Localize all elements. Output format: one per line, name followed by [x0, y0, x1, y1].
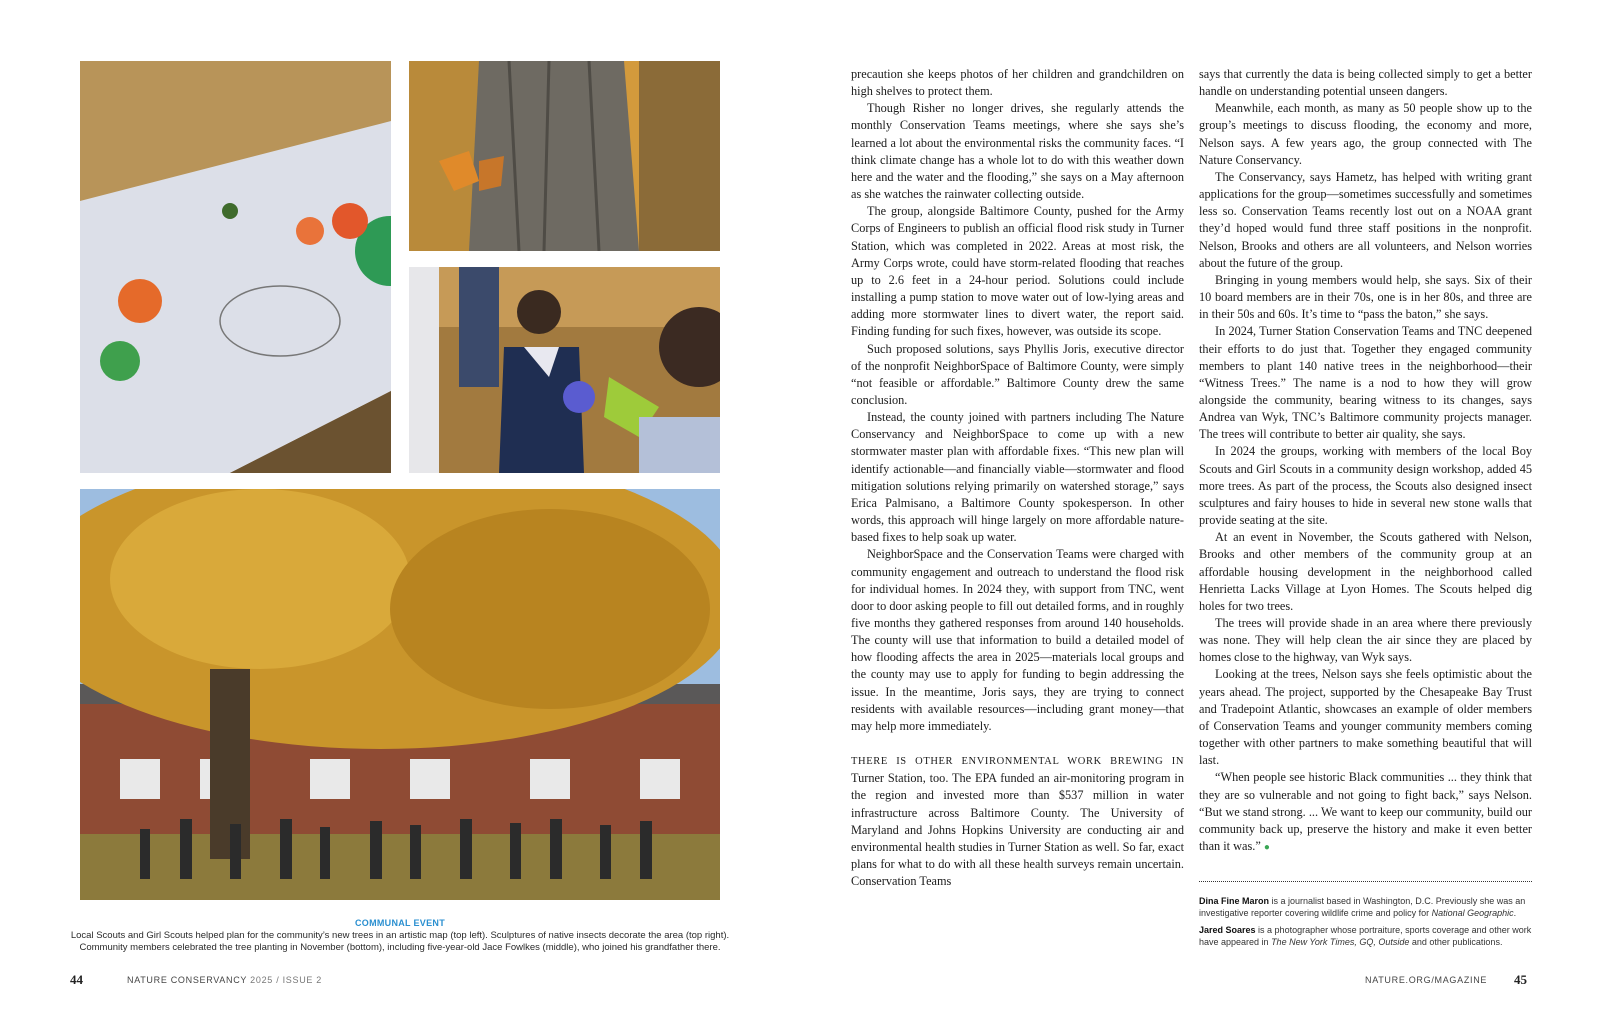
- photo-caption: [70, 917, 730, 954]
- paragraph: Instead, the county joined with partners including The Nature Conservancy and NeighborSpace to come up with a new stormwater master plan with affordable fixes. “This new plan will identify actionable—and financially viable—stormwater and flood mitigation solutions relying primarily on watershed storage,” says Erica Palmisano, a Baltimore County spokesperson. In other words, this approach will hinge largely on more affordable nature-based fixes to help soak up water.: [851, 410, 1184, 545]
- paragraph: In 2024 the groups, working with members of the local Boy Scouts and Girl Scouts in a community design workshop, added 45 more trees. As part of the process, the Scouts also designed insect sculptures and fairy houses to hide in several new stone walls that provide seating at the site.: [1199, 444, 1532, 528]
- paragraph: The trees will provide shade in an area where there previously was none. They will help clean the air since they are placed by homes close to the highway, van Wyk says.: [1199, 616, 1532, 665]
- paragraph: NeighborSpace and the Conservation Teams were charged with community engagement and outreach to understand the flood risk for individual homes. In 2024 they, with support from TNC, went door to door asking people to fill out detailed forms, and in roughly five months they gathered responses from around 140 households. The county will use that information to build a detailed model of how flooding affects the area in 2025—materials local groups and the county may use to apply for funding to begin addressing the issue. In the meantime, Joris says, they are trying to connect residents with available resources—including grant money—that may help more immediately.: [851, 547, 1184, 733]
- photo-tree-planting-event: [80, 489, 720, 900]
- author-bio: Dina Fine Maron is a journalist based in Washington, D.C. Previously she was an investigative reporter covering wildlife crime and policy for National Geographic.: [1199, 896, 1526, 918]
- section-paragraph: [851, 752, 1184, 890]
- paragraph: precaution she keeps photos of her children and grandchildren on high shelves to protect them.: [851, 67, 1184, 99]
- photo-butterfly-tree: [409, 61, 720, 251]
- magazine-name: NATURE CONSERVANCY: [127, 975, 247, 985]
- site-footer: NATURE.ORG/MAGAZINE: [1365, 975, 1488, 985]
- article-column-2: [1199, 66, 1532, 856]
- paragraph: Meanwhile, each month, as many as 50 people show up to the group’s meetings to discuss flooding, the economy and more, Nelson says. A few years ago, the group connected with The Nature Conservancy.: [1199, 101, 1532, 167]
- paragraph: In 2024, Turner Station Conservation Teams and TNC deepened their efforts to do just that. Together they engaged community members to plant 140 native trees in the neighborhood—their “Witness Trees.” The name is a nod to how they will grow alongside the community, bearing witness to its changes, says Andrea van Wyk, TNC’s Baltimore community projects manager. The trees will contribute to better air quality, she says.: [1199, 324, 1532, 442]
- paragraph: Though Risher no longer drives, she regularly attends the monthly Conservation Teams meetings, where she says she’s learned a lot about the environmental risks the community faces. “I think climate change has a whole lot to do with this weather down here and the water and the flooding,” she says on a May afternoon as she watches the rainwater collecting outside.: [851, 101, 1184, 202]
- author-bios: [1199, 896, 1539, 954]
- bio-divider: [1199, 881, 1532, 882]
- article-column-1: [851, 66, 1184, 890]
- photo-community-map: [80, 61, 391, 473]
- page-number-left: 44: [70, 972, 83, 987]
- paragraph: says that currently the data is being collected simply to get a better handle on understanding potential unseen dangers.: [1199, 67, 1532, 99]
- section-text: Turner Station, too. The EPA funded an air-monitoring program in the region and invested more than $537 million in water infrastructure across Baltimore County. The University of Maryland and Johns Hopkins University are conducting air and environmental health studies in Turner Station as well. So far, exact plans for what to do with all these health surveys remain uncertain. Conservation Teams: [851, 771, 1184, 889]
- paragraph: At an event in November, the Scouts gathered with Nelson, Brooks and other members of the community group at an affordable housing development in the neighborhood called Henrietta Lacks Village at Lyon Homes. The Scouts helped dig holes for two trees.: [1199, 530, 1532, 613]
- page-number-right: 45: [1514, 972, 1527, 987]
- section-lead: THERE IS OTHER ENVIRONMENTAL WORK BREWING IN: [851, 756, 1184, 768]
- final-paragraph: “When people see historic Black communities ... they think that they are so vulnerable and not going to fight back,” says Nelson. “But we stand strong. ... We want to keep our community, build our community back up, preserve the history and make it even better than it was.” ●: [1199, 770, 1532, 854]
- photo-child-planting: [409, 267, 720, 473]
- caption-line-1: Local Scouts and Girl Scouts helped plan for the community’s new trees in an artistic map (top left). Sculptures of native insects decorate the area (top right).: [70, 930, 730, 941]
- end-mark-icon: ●: [1263, 842, 1270, 854]
- caption-title: COMMUNAL EVENT: [354, 918, 446, 928]
- issue-label: 2025 / ISSUE 2: [250, 975, 323, 985]
- caption-line-2: Community members celebrated the tree planting in November (bottom), including five-year-old Jace Fowlkes (middle), who joined his grandfather there.: [79, 942, 721, 953]
- photographer-bio: Jared Soares is a photographer whose portraiture, sports coverage and other work have appeared in The New York Times, GQ, Outside and other publications.: [1199, 925, 1532, 947]
- paragraph: Looking at the trees, Nelson says she feels optimistic about the years ahead. The project, supported by the Chesapeake Bay Trust and Tradepoint Atlantic, showcases an example of older members of Conservation Teams and younger community members coming together with other partners to make something beautiful that will last.: [1199, 667, 1532, 768]
- paragraph: The group, alongside Baltimore County, pushed for the Army Corps of Engineers to publish an official flood risk study in Turner Station, which was completed in 2022. Areas at most risk, the Army Corps wrote, could have storm-related flooding that reaches up to 2.6 feet in a 24-hour period. Solutions could include installing a pump station to move water out of low-lying areas and adding more stormwater lines to divert water, the report said. Finding funding for such fixes, however, was outside its scope.: [851, 204, 1184, 339]
- paragraph: Bringing in young members would help, she says. Six of their 10 board members are in their 70s, one is in her 80s, and three are in their 50s and 60s. It’s time to “pass the baton,” she says.: [1199, 272, 1532, 322]
- paragraph: Such proposed solutions, says Phyllis Joris, executive director of the nonprofit NeighborSpace of Baltimore County, were simply “not feasible or affordable.” Baltimore County drew the same conclusion.: [851, 341, 1184, 407]
- paragraph: The Conservancy, says Hametz, has helped with writing grant applications for the group—sometimes successfully and sometimes less so. Conservation Teams recently lost out on a NOAA grant they’d hoped would fund three staff positions in the nonprofit. Nelson, Brooks and others are all volunteers, and Nelson worries about the future of the group.: [1199, 169, 1532, 270]
- magazine-footer: [127, 975, 322, 985]
